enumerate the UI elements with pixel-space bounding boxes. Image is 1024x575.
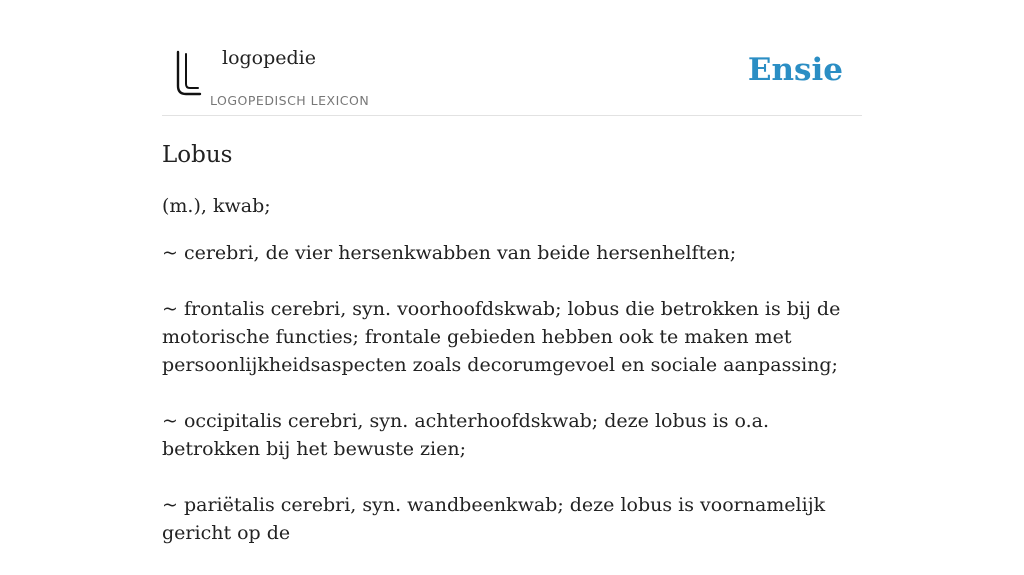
- page-container: [162, 0, 862, 544]
- entry-title: Lobus: [162, 142, 233, 168]
- ensie-brand-link[interactable]: Ensie: [747, 52, 843, 88]
- definition-paragraph: ~ frontalis cerebri, syn. voorhoofdskwab; lobus die betrokken is bij de motorische functies; frontale gebieden hebben ook te maken met persoonlijkheidsaspecten zoals decorumgevoel en sociale aanpassing;: [162, 298, 841, 376]
- site-header: [162, 0, 862, 116]
- site-name[interactable]: logopedie: [222, 47, 317, 69]
- definition-paragraph: ~ cerebri, de vier hersenkwabben van beide hersenhelften;: [162, 242, 737, 264]
- letter-l-logo-icon[interactable]: [166, 46, 206, 100]
- site-subtitle: LOGOPEDISCH LEXICON: [210, 93, 370, 108]
- entry-body: [162, 239, 862, 575]
- definition-paragraph: ~ pariëtalis cerebri, syn. wandbeenkwab; deze lobus is voornamelijk gericht op de: [162, 494, 826, 544]
- definition-paragraph: ~ occipitalis cerebri, syn. achterhoofdskwab; deze lobus is o.a. betrokken bij het bewuste zien;: [162, 410, 770, 460]
- entry-grammar: (m.), kwab;: [162, 195, 271, 217]
